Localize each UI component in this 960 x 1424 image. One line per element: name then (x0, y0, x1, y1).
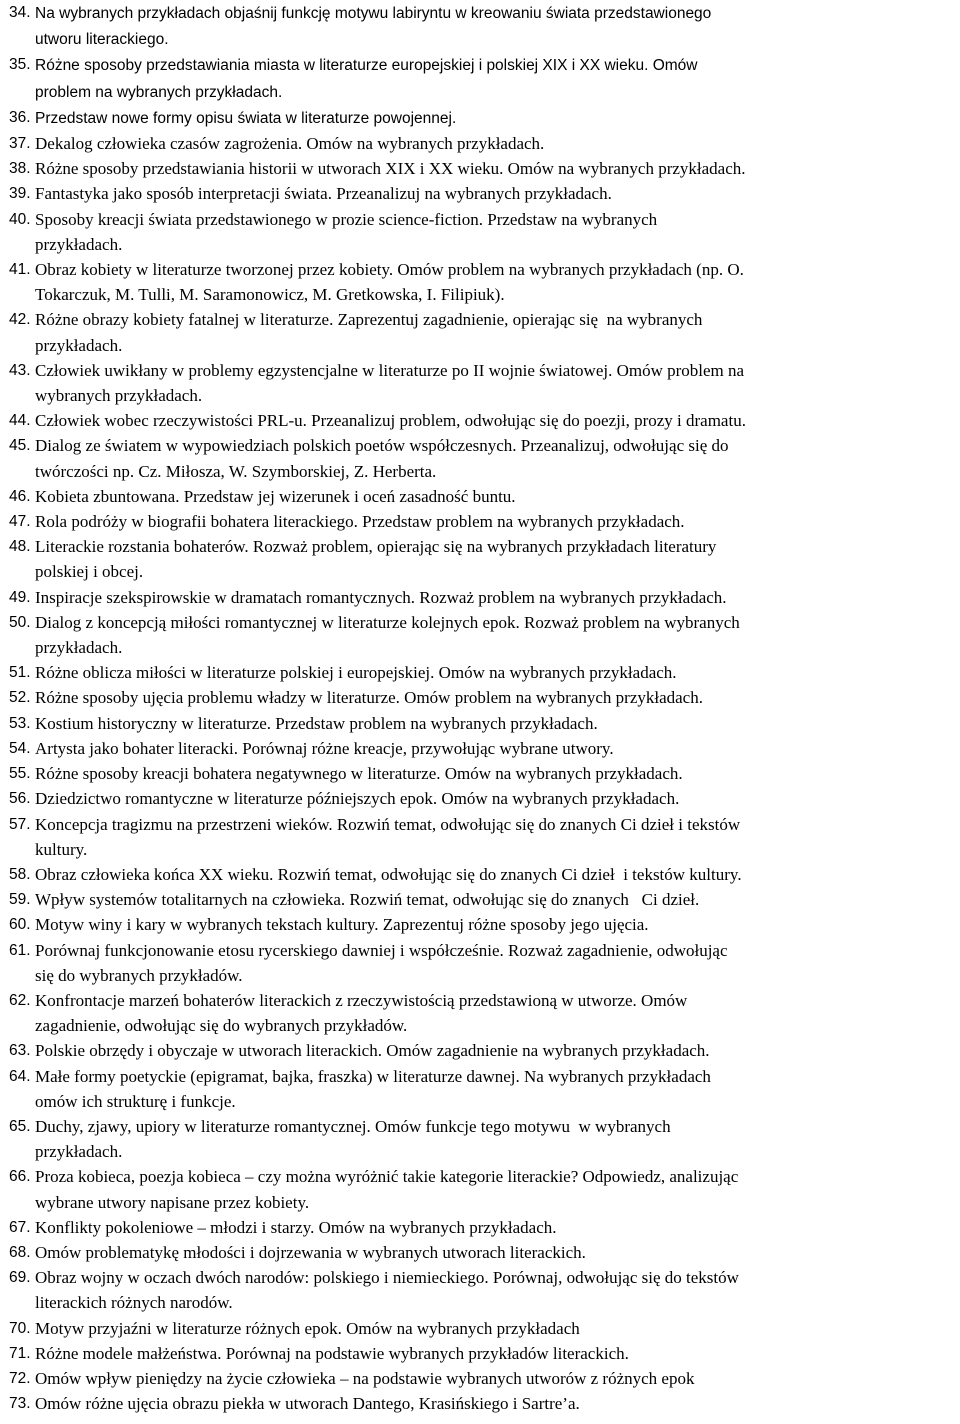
item-text: Motyw przyjaźni w literaturze różnych epok. Omów na wybranych przykładach (35, 1318, 580, 1338)
item-text: Kostium historyczny w literaturze. Przedstaw problem na wybranych przykładach. (35, 713, 598, 733)
item-text: Różne obrazy kobiety fatalnej w literaturze. Zaprezentuj zagadnienie, opierając się na wybranych przykładach. (35, 310, 703, 355)
list-item (9, 156, 955, 181)
item-text: Proza kobieca, poezja kobieca – czy można wyróżnić takie kategorie literackie? Odpowiedz, analizując wybrane utwory napisane przez kobiety. (35, 1167, 739, 1212)
item-number: 54. (9, 739, 31, 757)
item-number: 47. (9, 513, 31, 531)
item-text: Człowiek uwikłany w problemy egzystencjalne w literaturze po II wojnie światowej. Omów problem na wybranych przykładach. (35, 360, 745, 406)
list-item (9, 1240, 955, 1265)
list-item (9, 1366, 955, 1391)
list-item (9, 131, 955, 156)
item-text: Rola podróży w biografii bohatera literackiego. Przedstaw problem na wybranych przykładach. (35, 512, 685, 532)
item-number: 70. (9, 1319, 31, 1337)
list-item (9, 786, 955, 811)
item-text: Dialog ze światem w wypowiedziach polskich poetów współczesnych. Przeanalizuj, odwołując się do twórczości np. Cz. Miłosza, W. Szymborskiej, Z. Herberta. (35, 436, 729, 481)
item-text: Różne sposoby kreacji bohatera negatywnego w literaturze. Omów na wybranych przykładach. (35, 764, 683, 784)
item-text: Dziedzictwo romantyczne w literaturze późniejszych epok. Omów na wybranych przykładach. (35, 789, 680, 809)
item-number: 45. (9, 437, 31, 455)
item-number: 63. (9, 1042, 31, 1060)
item-text: Wpływ systemów totalitarnych na człowieka. Rozwiń temat, odwołując się do znanych Ci dzieł. (35, 890, 700, 910)
list-item (9, 711, 955, 736)
item-number: 51. (9, 664, 31, 682)
item-number: 65. (9, 1117, 31, 1135)
list-item (9, 610, 955, 660)
item-number: 67. (9, 1218, 31, 1236)
item-number: 72. (9, 1369, 31, 1387)
list-item (9, 1064, 955, 1114)
item-number: 52. (9, 689, 31, 707)
item-text: Omów różne ujęcia obrazu piekła w utworach Dantego, Krasińskiego i Sartre’a. (35, 1394, 580, 1414)
item-number: 35. (9, 56, 31, 74)
list-item (9, 1164, 955, 1214)
list-item (9, 0, 955, 52)
item-text: Przedstaw nowe formy opisu świata w literaturze powojennej. (35, 109, 457, 127)
list-item (9, 685, 955, 710)
list-item (9, 1341, 955, 1366)
item-text: Fantastyka jako sposób interpretacji świata. Przeanalizuj na wybranych przykładach. (35, 184, 612, 204)
item-number: 40. (9, 210, 31, 228)
list-item (9, 534, 955, 584)
list-item (9, 257, 955, 307)
list-item (9, 887, 955, 912)
item-number: 49. (9, 588, 31, 606)
item-number: 39. (9, 185, 31, 203)
item-text: Różne sposoby ujęcia problemu władzy w literaturze. Omów problem na wybranych przykładach. (35, 688, 703, 708)
item-text: Artysta jako bohater literacki. Porównaj różne kreacje, przywołując wybrane utwory. (35, 738, 614, 758)
item-number: 69. (9, 1269, 31, 1287)
item-number: 68. (9, 1243, 31, 1261)
list-item (9, 938, 955, 988)
item-number: 66. (9, 1168, 31, 1186)
item-number: 53. (9, 714, 31, 732)
item-text: Inspiracje szekspirowskie w dramatach romantycznych. Rozważ problem na wybranych przykładach. (35, 587, 727, 607)
item-text: Małe formy poetyckie (epigramat, bajka, fraszka) w literaturze dawnej. Na wybranych przykładach omów ich strukturę i funkcje. (35, 1066, 711, 1111)
item-text: Różne sposoby przedstawiania miasta w literaturze europejskiej i polskiej XIX i XX wieku. Omów problem na wybranych przykładach. (35, 57, 698, 101)
list-item (9, 181, 955, 206)
item-number: 36. (9, 108, 31, 126)
list-item (9, 812, 955, 862)
item-text: Kobieta zbuntowana. Przedstaw jej wizerunek i oceń zasadność buntu. (35, 486, 516, 506)
list-item (9, 1265, 955, 1315)
item-number: 34. (9, 4, 31, 21)
list-item (9, 105, 955, 131)
item-text: Dialog z koncepcją miłości romantycznej w literaturze kolejnych epok. Rozważ problem na wybranych przykładach. (35, 612, 740, 658)
item-number: 62. (9, 991, 31, 1009)
list-item (9, 358, 955, 408)
list-item (9, 52, 955, 104)
item-text: Porównaj funkcjonowanie etosu rycerskiego dawniej i współcześnie. Rozważ zagadnienie, odwołując się do wybranych przykładów. (35, 940, 728, 985)
item-text: Konflikty pokoleniowe – młodzi i starzy. Omów na wybranych przykładach. (35, 1217, 557, 1237)
item-text: Duchy, zjawy, upiory w literaturze romantycznej. Omów funkcje tego motywu w wybranych przykładach. (35, 1116, 671, 1162)
list-item (9, 1316, 955, 1341)
item-number: 48. (9, 538, 31, 556)
item-text: Omów wpływ pieniędzy na życie człowieka – na podstawie wybranych utworów z różnych epok (35, 1368, 695, 1388)
item-number: 71. (9, 1344, 31, 1362)
item-text: Konfrontacje marzeń bohaterów literackich z rzeczywistością przedstawioną w utworze. Omów zagadnienie, odwołując się do wybranych przykładów. (35, 990, 688, 1036)
item-number: 43. (9, 361, 31, 379)
item-text: Koncepcja tragizmu na przestrzeni wieków. Rozwiń temat, odwołując się do znanych Ci dzieł i tekstów kultury. (35, 814, 741, 859)
item-number: 41. (9, 261, 31, 279)
item-text: Różne oblicza miłości w literaturze polskiej i europejskiej. Omów na wybranych przykładach. (35, 663, 677, 683)
list-item (9, 1391, 955, 1416)
list-item (9, 1114, 955, 1164)
item-number: 59. (9, 891, 31, 909)
item-text: Literackie rozstania bohaterów. Rozważ problem, opierając się na wybranych przykładach literatury polskiej i obcej. (35, 537, 717, 582)
list-item (9, 862, 955, 887)
item-text: Polskie obrzędy i obyczaje w utworach literackich. Omów zagadnienie na wybranych przykładach. (35, 1041, 710, 1061)
item-number: 50. (9, 613, 31, 631)
item-number: 42. (9, 311, 31, 329)
item-text: Obraz człowieka końca XX wieku. Rozwiń temat, odwołując się do znanych Ci dzieł i tekstów kultury. (35, 864, 742, 884)
list-item (9, 912, 955, 937)
list-item (9, 307, 955, 357)
item-number: 44. (9, 412, 31, 430)
list-item (9, 1215, 955, 1240)
item-text: Motyw winy i kary w wybranych tekstach kultury. Zaprezentuj różne sposoby jego ujęcia. (35, 915, 649, 935)
item-text: Na wybranych przykładach objaśnij funkcję motywu labiryntu w kreowaniu świata przedstawionego utworu literackiego. (35, 5, 712, 49)
item-text: Różne modele małżeństwa. Porównaj na podstawie wybranych przykładów literackich. (35, 1343, 629, 1363)
item-text: Sposoby kreacji świata przedstawionego w prozie science-fiction. Przedstaw na wybranych przykładach. (35, 209, 658, 254)
item-text: Człowiek wobec rzeczywistości PRL-u. Przeanalizuj problem, odwołując się do poezji, prozy i dramatu. (35, 411, 746, 431)
item-number: 56. (9, 790, 31, 808)
list-item (9, 736, 955, 761)
list-item (9, 988, 955, 1038)
item-text: Omów problematykę młodości i dojrzewania w wybranych utworach literackich. (35, 1242, 586, 1262)
list-item (9, 1038, 955, 1063)
item-number: 46. (9, 487, 31, 505)
list-item (9, 207, 955, 257)
item-number: 64. (9, 1067, 31, 1085)
list-item (9, 761, 955, 786)
item-number: 55. (9, 765, 31, 783)
item-number: 58. (9, 865, 31, 883)
list-item (9, 509, 955, 534)
item-text: Obraz wojny w oczach dwóch narodów: polskiego i niemieckiego. Porównaj, odwołując się do tekstów literackich różnych narodów. (35, 1268, 739, 1313)
item-number: 61. (9, 941, 31, 959)
list-item (9, 408, 955, 433)
item-number: 73. (9, 1395, 31, 1413)
list-item (9, 484, 955, 509)
list-item (9, 585, 955, 610)
item-number: 38. (9, 160, 31, 178)
list-item (9, 660, 955, 685)
item-text: Różne sposoby przedstawiania historii w utworach XIX i XX wieku. Omów na wybranych przykładach. (35, 159, 746, 179)
topic-list (9, 0, 955, 1416)
item-text: Obraz kobiety w literaturze tworzonej przez kobiety. Omów problem na wybranych przykładach (np. O. Tokarczuk, M. Tulli, M. Saramonowicz, M. Gretkowska, I. Filipiuk). (35, 260, 744, 305)
item-number: 60. (9, 916, 31, 934)
item-number: 37. (9, 135, 31, 153)
list-item (9, 433, 955, 483)
item-number: 57. (9, 815, 31, 833)
item-text: Dekalog człowieka czasów zagrożenia. Omów na wybranych przykładach. (35, 134, 545, 154)
